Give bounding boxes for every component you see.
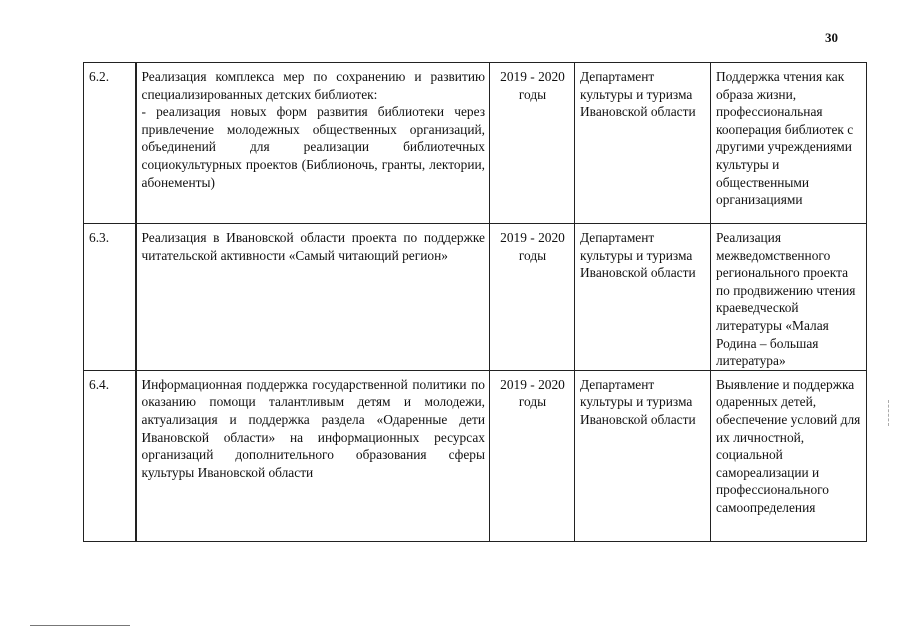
executor-cell: Департамент культуры и туризма Ивановской области bbox=[575, 224, 711, 371]
measure-cell: Реализация в Ивановской области проекта по поддержке читательской активности «Самый читающий регион» bbox=[136, 224, 490, 371]
table-row bbox=[84, 224, 867, 371]
executor-cell: Департамент культуры и туризма Ивановской области bbox=[575, 63, 711, 224]
page-number: 30 bbox=[825, 30, 838, 45]
measure-extra-text: - реализация новых форм развития библиотеки через привлечение молодежных общественных организаций, объединений для реализации библиотечных социокультурных проектов (Библионочь, гранты, лектории, абонементы) bbox=[141, 104, 485, 190]
table-row bbox=[84, 63, 867, 224]
footnote-divider bbox=[30, 625, 130, 626]
result-cell: Поддержка чтения как образа жизни, профессиональная кооперация библиотек с другими учреждениями культуры и общественными организациями bbox=[711, 63, 867, 224]
scan-margin-mark bbox=[888, 400, 890, 426]
row-number: 6.2. bbox=[84, 63, 136, 224]
years-cell: 2019 - 2020 годы bbox=[490, 370, 575, 541]
result-cell: Выявление и поддержка одаренных детей, обеспечение условий для их личностной, социальной самореализации и профессионального самоопределения bbox=[711, 370, 867, 541]
measure-text: Реализация комплекса мер по сохранению и развитию специализированных детских библиотек: bbox=[141, 69, 485, 102]
row-number: 6.3. bbox=[84, 224, 136, 371]
table-row bbox=[84, 370, 867, 541]
measure-cell bbox=[136, 63, 490, 224]
result-cell: Реализация межведомственного регионального проекта по продвижению чтения краеведческой литературы «Малая Родина – большая литература» bbox=[711, 224, 867, 371]
row-number: 6.4. bbox=[84, 370, 136, 541]
measures-table bbox=[83, 62, 867, 542]
executor-cell: Департамент культуры и туризма Ивановской области bbox=[575, 370, 711, 541]
years-cell: 2019 - 2020 годы bbox=[490, 224, 575, 371]
measure-cell: Информационная поддержка государственной политики по оказанию помощи талантливым детям и молодежи, актуализация и поддержка раздела «Одаренные дети Ивановской области» на информационных ресурсах организаций дополнительного образования сферы культуры Ивановской области bbox=[136, 370, 490, 541]
years-cell: 2019 - 2020 годы bbox=[490, 63, 575, 224]
